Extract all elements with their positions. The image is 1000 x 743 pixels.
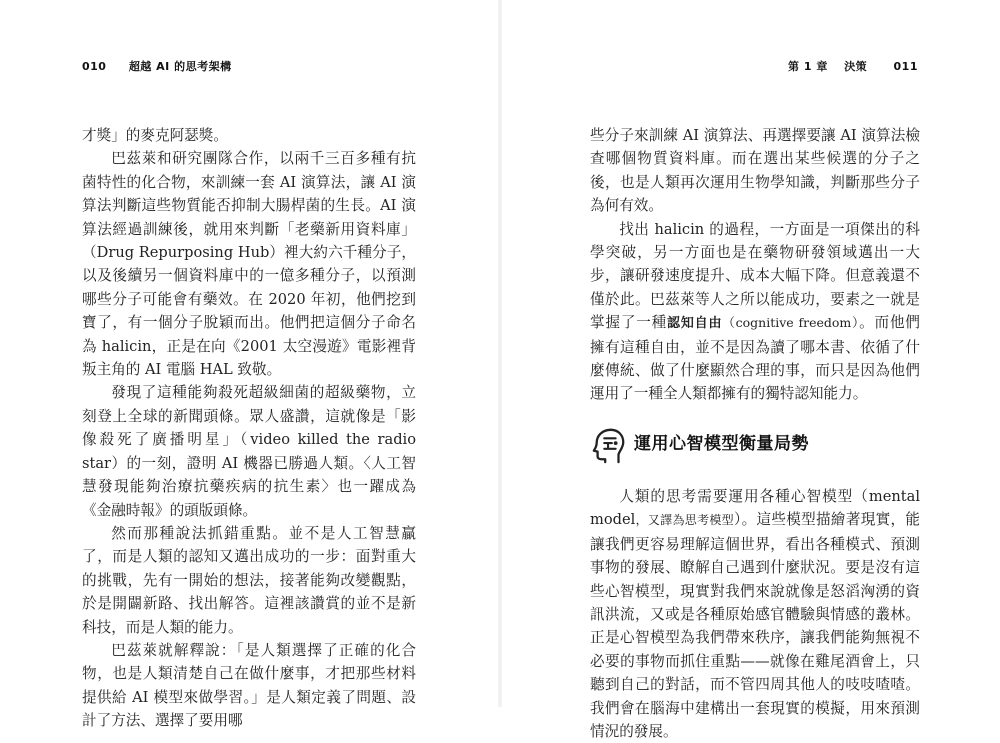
section-heading: [590, 425, 920, 465]
section-title: 運用心智模型衡量局勢: [634, 434, 809, 455]
paragraph-text: 找出 halicin 的過程，一方面是一項傑出的科學突破，另一方面也是在藥物研發領域邁出一大步，讓研發速度提升、成本大幅下降。但意義還不僅於此。巴茲萊等人之所以能成功，要素之一就是掌握了一種: [590, 220, 920, 332]
right-running-header: [788, 58, 918, 74]
right-body-text: [590, 124, 920, 743]
paragraph: 巴茲萊就解釋說：「是人類選擇了正確的化合物，也是人類清楚自己在做什麼事，才把那些材料提供給 AI 模型來做學習。」是人類定義了問題、設計了方法、選擇了要用哪: [82, 641, 416, 730]
paragraph-text: 人類的思考需要運用各種心智模型（mental model: [590, 487, 920, 529]
paragraph-text: ）。這些模型描繪著現實，能讓我們更容易理解這個世界，看出各種模式、預測事物的發展、瞭解自己遇到什麼狀況。要是沒有這些心智模型，現實對我們來說就像是怒滔洶湧的資訊洪流，又或是各種原始感官體驗與情感的叢林。正是心智模型為我們帶來秩序，讓我們能夠無視不必要的事物而抓住重點——就像在雞尾酒會上，只聽到自己的對話，而不管四周其他人的吱吱喳喳。我們會在腦海中建構出一套現實的模擬，用來預測情況的發展。: [590, 511, 920, 740]
translator-note: ，又譯為思考模型: [635, 513, 734, 528]
paragraph: 發現了這種能夠殺死超級細菌的超級藥物，立刻登上全球的新聞頭條。眾人盛讚，這就像是「影像殺死了廣播明星」（video killed the radio star）的一刻，證明 AI 機器已勝過人類。〈人工智慧發現能夠治療抗藥疾病的抗生素〉也一躍成為《金融時報》的頭版頭條。: [82, 384, 416, 519]
book-title: 超越 AI 的思考架構: [128, 60, 232, 73]
paragraph: [590, 485, 920, 743]
paragraph: 巴茲萊和研究團隊合作，以兩千三百多種有抗菌特性的化合物，來訓練一套 AI 演算法，讓 AI 演算法判斷這些物質能否抑制大腸桿菌的生長。AI 演算法經過訓練後，就用來判斷「老藥新用資料庫」（Drug Repurposing Hub）裡大約六千種分子，以及後續另一個資料庫中的一億多種分子，以預測哪些分子可能會有藥效。在 2020 年初，他們挖到寶了，有一個分子脫穎而出。他們把這個分子命名為 halicin，正是在向《2001 太空漫遊》電影裡背叛主角的 AI 電腦 HAL 致敬。: [82, 150, 416, 379]
left-page: [0, 0, 500, 730]
paragraph: 然而那種說法抓錯重點。並不是人工智慧贏了，而是人類的認知又邁出成功的一步：面對重大的挑戰，先有一開始的想法，接著能夠改變觀點，於是開闢新路、找出解答。這裡該讚賞的並不是新科技，而是人類的能力。: [82, 524, 416, 636]
paragraph: 才獎」的麥克阿瑟獎。: [82, 127, 228, 144]
chapter-title: 決策: [844, 60, 868, 73]
right-page-number: 011: [893, 60, 918, 73]
right-page: [500, 0, 1000, 740]
emphasis-term: 認知自由: [667, 316, 723, 332]
paragraph: 些分子來訓練 AI 演算法、再選擇要讓 AI 演算法檢查哪個物質資料庫。而在選出某些候選的分子之後，也是人類再次運用生物學知識，判斷那些分子為何有效。: [590, 127, 920, 215]
left-page-number: 010: [82, 60, 107, 73]
left-running-header: [82, 58, 232, 74]
head-brain-icon: [590, 426, 628, 464]
chapter-number: 第 1 章: [788, 60, 828, 73]
paragraph-text: 。而他們擁有這種自由，並不是因為讀了哪本書、依循了什麼傳統、做了什麼顯然合理的事，而只是因為他們運用了一種全人類都擁有的獨特認知能力。: [590, 314, 920, 403]
left-body-text: [82, 124, 416, 733]
paragraph: [590, 218, 920, 406]
term-english: （cognitive freedom）: [722, 315, 860, 331]
